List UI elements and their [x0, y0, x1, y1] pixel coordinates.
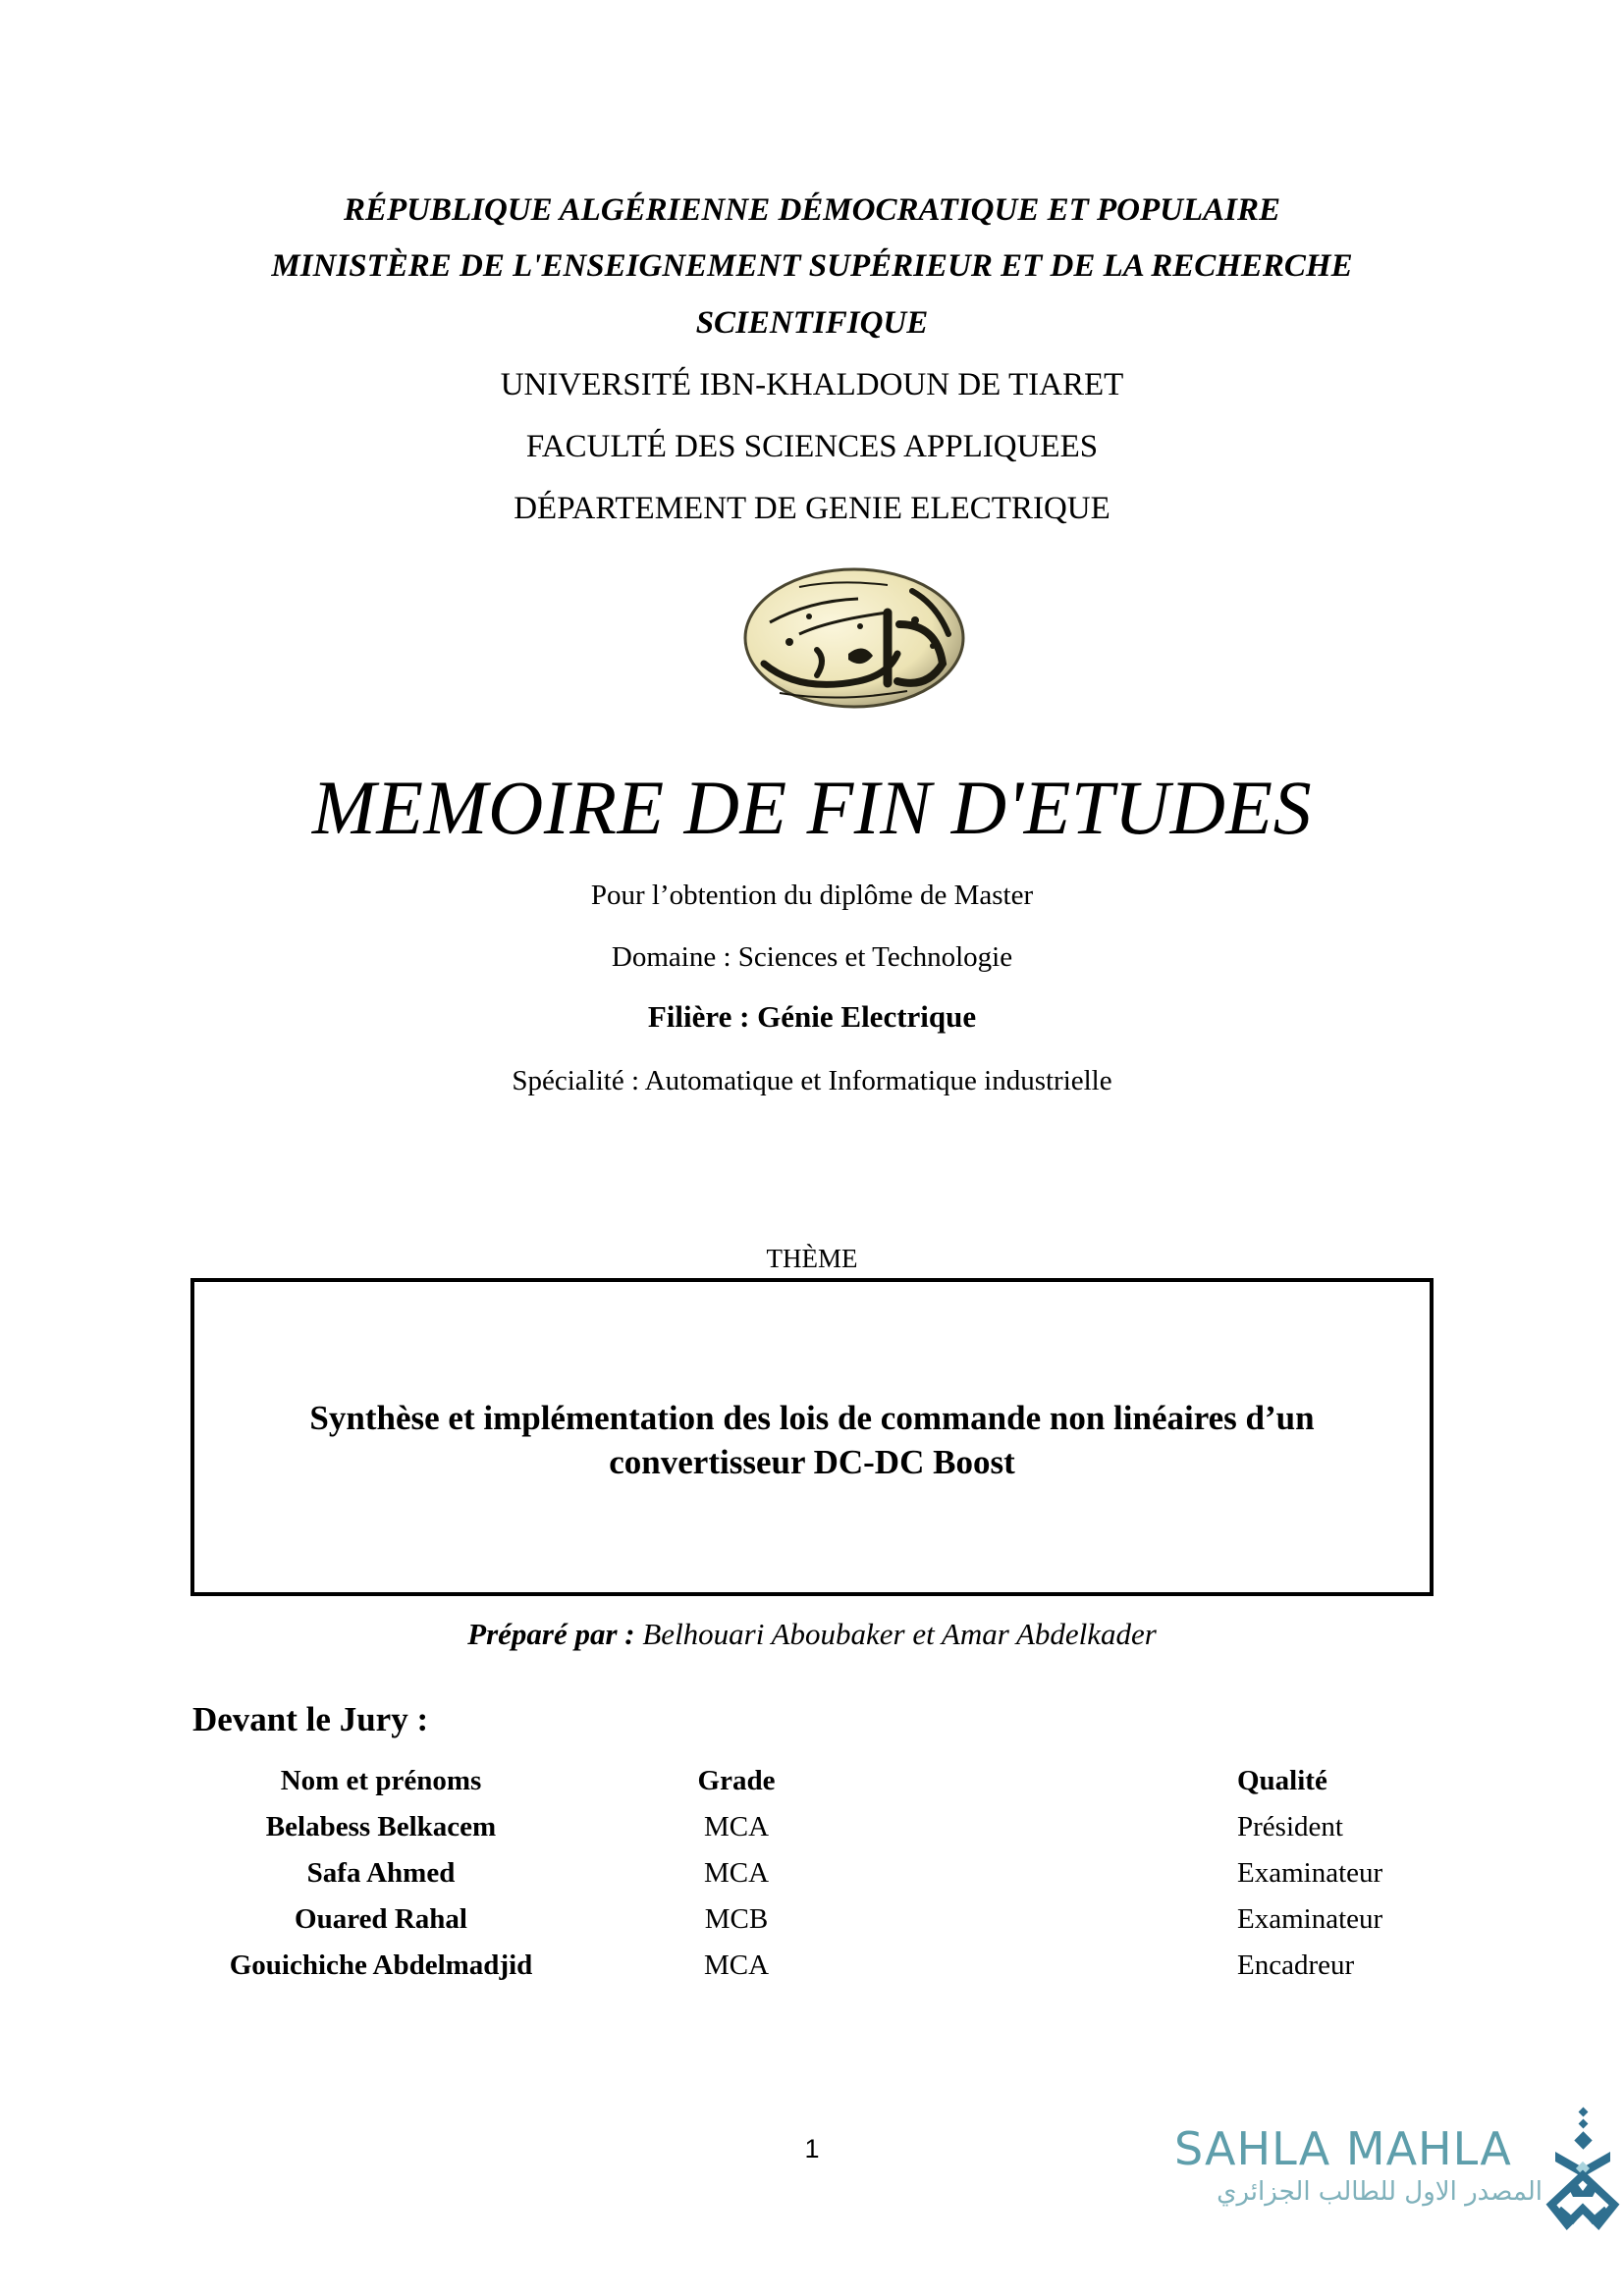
thesis-subject [194, 1396, 1430, 1484]
prepared-by-label: Préparé par : [467, 1617, 635, 1651]
jury-member-grade: MCA [703, 1949, 770, 1981]
table-row [0, 1949, 1624, 1995]
jury-table-header [0, 1765, 1624, 1810]
sahla-mahla-emblem-icon [1545, 2107, 1620, 2230]
thesis-subject-line2: convertisseur DC-DC Boost [609, 1443, 1015, 1481]
column-header-name: Nom et prénoms [280, 1765, 482, 1796]
table-row [0, 1811, 1624, 1856]
republic-heading: RÉPUBLIQUE ALGÉRIENNE DÉMOCRATIQUE ET POPULAIRE [343, 192, 1281, 228]
authors: Belhouari Aboubaker et Amar Abdelkader [634, 1617, 1157, 1651]
jury-member-quality: Examinateur [1237, 1903, 1383, 1935]
table-row [0, 1857, 1624, 1902]
table-row [0, 1903, 1624, 1949]
jury-member-grade: MCB [704, 1903, 769, 1935]
column-header-quality: Qualité [1237, 1765, 1327, 1796]
specialty-line: Spécialité : Automatique et Informatique industrielle [512, 1065, 1112, 1096]
jury-member-name: Ouared Rahal [295, 1903, 467, 1935]
university-logo-icon [740, 565, 968, 713]
domain-line: Domaine : Sciences et Technologie [611, 941, 1013, 973]
jury-member-name: Gouichiche Abdelmadjid [229, 1949, 533, 1981]
faculty-name: FACULTÉ DES SCIENCES APPLIQUEES [525, 429, 1099, 464]
column-header-grade: Grade [697, 1765, 776, 1796]
diploma-line: Pour l’obtention du diplôme de Master [590, 880, 1034, 911]
theme-box [190, 1278, 1434, 1596]
thesis-type-title: MEMOIRE DE FIN D'ETUDES [311, 765, 1313, 850]
jury-member-quality: Président [1237, 1811, 1343, 1842]
watermark-tagline: المصدر الاول للطالب الجزائري [1217, 2177, 1543, 2207]
jury-member-grade: MCA [703, 1811, 770, 1842]
jury-member-quality: Examinateur [1237, 1857, 1383, 1889]
jury-member-name: Safa Ahmed [306, 1857, 456, 1889]
jury-member-quality: Encadreur [1237, 1949, 1355, 1981]
page-number: 1 [804, 2134, 820, 2163]
thesis-subject-line1: Synthèse et implémentation des lois de commande non linéaires d’un [309, 1399, 1315, 1437]
sahla-mahla-watermark [1174, 2110, 1624, 2228]
watermark-brand: SAHLA MAHLA [1174, 2122, 1512, 2175]
jury-member-name: Belabess Belkacem [265, 1811, 497, 1842]
prepared-by-line [0, 1617, 1624, 1652]
ministry-heading-line2: SCIENTIFIQUE [695, 305, 929, 341]
jury-heading: Devant le Jury : [192, 1700, 429, 1738]
theme-label: THÈME [766, 1244, 858, 1273]
field-line: Filière : Génie Electrique [647, 999, 977, 1034]
university-name: UNIVERSITÉ IBN-KHALDOUN DE TIARET [500, 367, 1124, 402]
ministry-heading-line1: MINISTÈRE DE L'ENSEIGNEMENT SUPÉRIEUR ET DE LA RECHERCHE [271, 248, 1353, 284]
jury-member-grade: MCA [703, 1857, 770, 1889]
department-name: DÉPARTEMENT DE GENIE ELECTRIQUE [514, 491, 1110, 526]
